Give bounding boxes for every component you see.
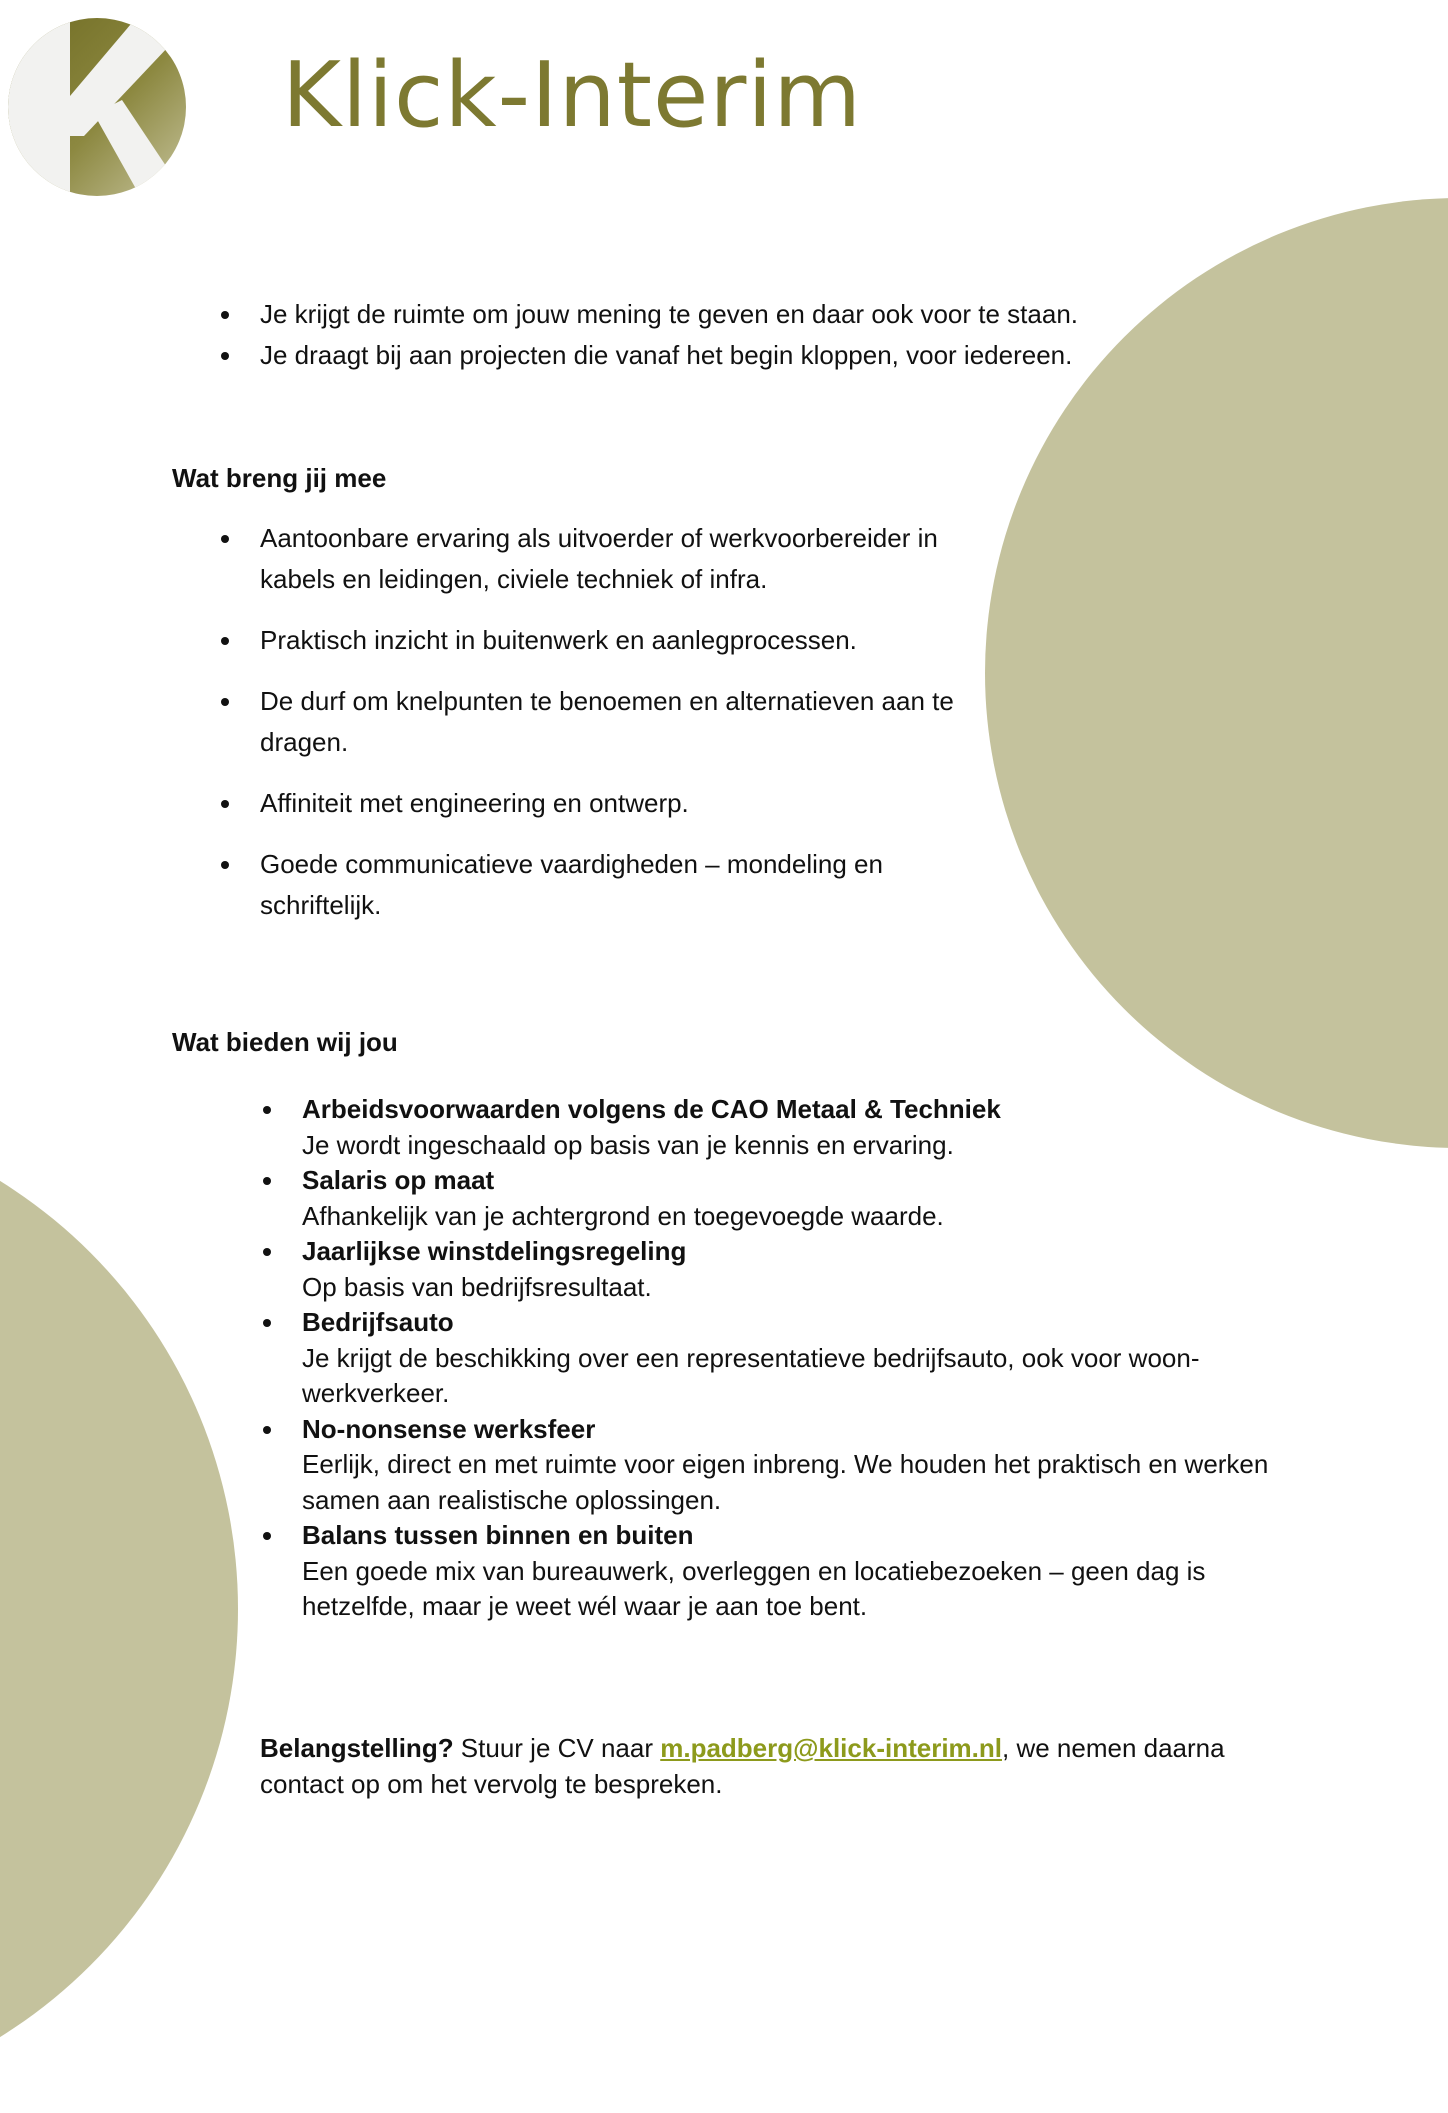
email-link[interactable]: m.padberg@klick-interim.nl xyxy=(660,1733,1002,1763)
list-item: Je draagt bij aan projecten die vanaf het begin kloppen, voor iedereen. xyxy=(260,335,1300,376)
list-item: Affiniteit met engineering en ontwerp. xyxy=(260,783,1000,824)
benefit-description: Afhankelijk van je achtergrond en toegevoegde waarde. xyxy=(302,1200,944,1231)
benefit-description: Je krijgt de beschikking over een representatieve bedrijfsauto, ook voor woon-werkverkeer. xyxy=(302,1342,1200,1408)
benefit-description: Eerlijk, direct en met ruimte voor eigen inbreng. We houden het praktisch en werken samen aan realistische oplossingen. xyxy=(302,1449,1269,1515)
cta-text-before: Stuur je CV naar xyxy=(453,1733,661,1763)
list-item: Je krijgt de ruimte om jouw mening te geven en daar ook voor te staan. xyxy=(260,294,1300,335)
cta-lead: Belangstelling? xyxy=(260,1733,454,1763)
list-item xyxy=(302,1234,1302,1305)
benefit-description: Je wordt ingeschaald op basis van je kennis en ervaring. xyxy=(302,1129,954,1160)
benefit-description: Een goede mix van bureauwerk, overleggen en locatiebezoeken – geen dag is hetzelfde, maar je weet wél waar je aan toe bent. xyxy=(302,1555,1206,1621)
list-item xyxy=(302,1092,1302,1163)
brand-name: Klick-Interim xyxy=(282,43,863,148)
intro-bullet-list xyxy=(260,294,1300,376)
list-item: Aantoonbare ervaring als uitvoerder of werkvoorbereider in kabels en leidingen, civiele techniek of infra. xyxy=(260,518,1000,600)
decorative-circle-left xyxy=(0,1105,238,2113)
benefit-title: Jaarlijkse winstdelingsregeling xyxy=(302,1236,687,1266)
benefit-description: Op basis van bedrijfsresultaat. xyxy=(302,1271,652,1302)
section-heading-bring: Wat breng jij mee xyxy=(172,463,387,493)
call-to-action xyxy=(260,1730,1260,1802)
benefit-title: Bedrijfsauto xyxy=(302,1307,454,1337)
list-item: Praktisch inzicht in buitenwerk en aanlegprocessen. xyxy=(260,620,1000,661)
list-item: Goede communicatieve vaardigheden – mondeling en schriftelijk. xyxy=(260,844,1000,926)
benefits-list xyxy=(302,1092,1302,1625)
benefit-title: Salaris op maat xyxy=(302,1165,495,1195)
k-circle-logo-icon xyxy=(8,18,186,196)
benefit-title: Arbeidsvoorwaarden volgens de CAO Metaal & Techniek xyxy=(302,1094,1001,1124)
list-item xyxy=(302,1163,1302,1234)
section-heading-offer: Wat bieden wij jou xyxy=(172,1027,398,1057)
benefit-title: No-nonsense werksfeer xyxy=(302,1413,596,1444)
list-item: De durf om knelpunten te benoemen en alternatieven aan te dragen. xyxy=(260,681,1000,763)
list-item xyxy=(302,1412,1302,1519)
benefit-title: Balans tussen binnen en buiten xyxy=(302,1520,694,1550)
cta-text-after: , we nemen daarna contact op om het vervolg te bespreken. xyxy=(260,1733,1225,1799)
list-item xyxy=(302,1518,1302,1625)
requirements-list xyxy=(260,518,1000,946)
list-item xyxy=(302,1305,1302,1412)
